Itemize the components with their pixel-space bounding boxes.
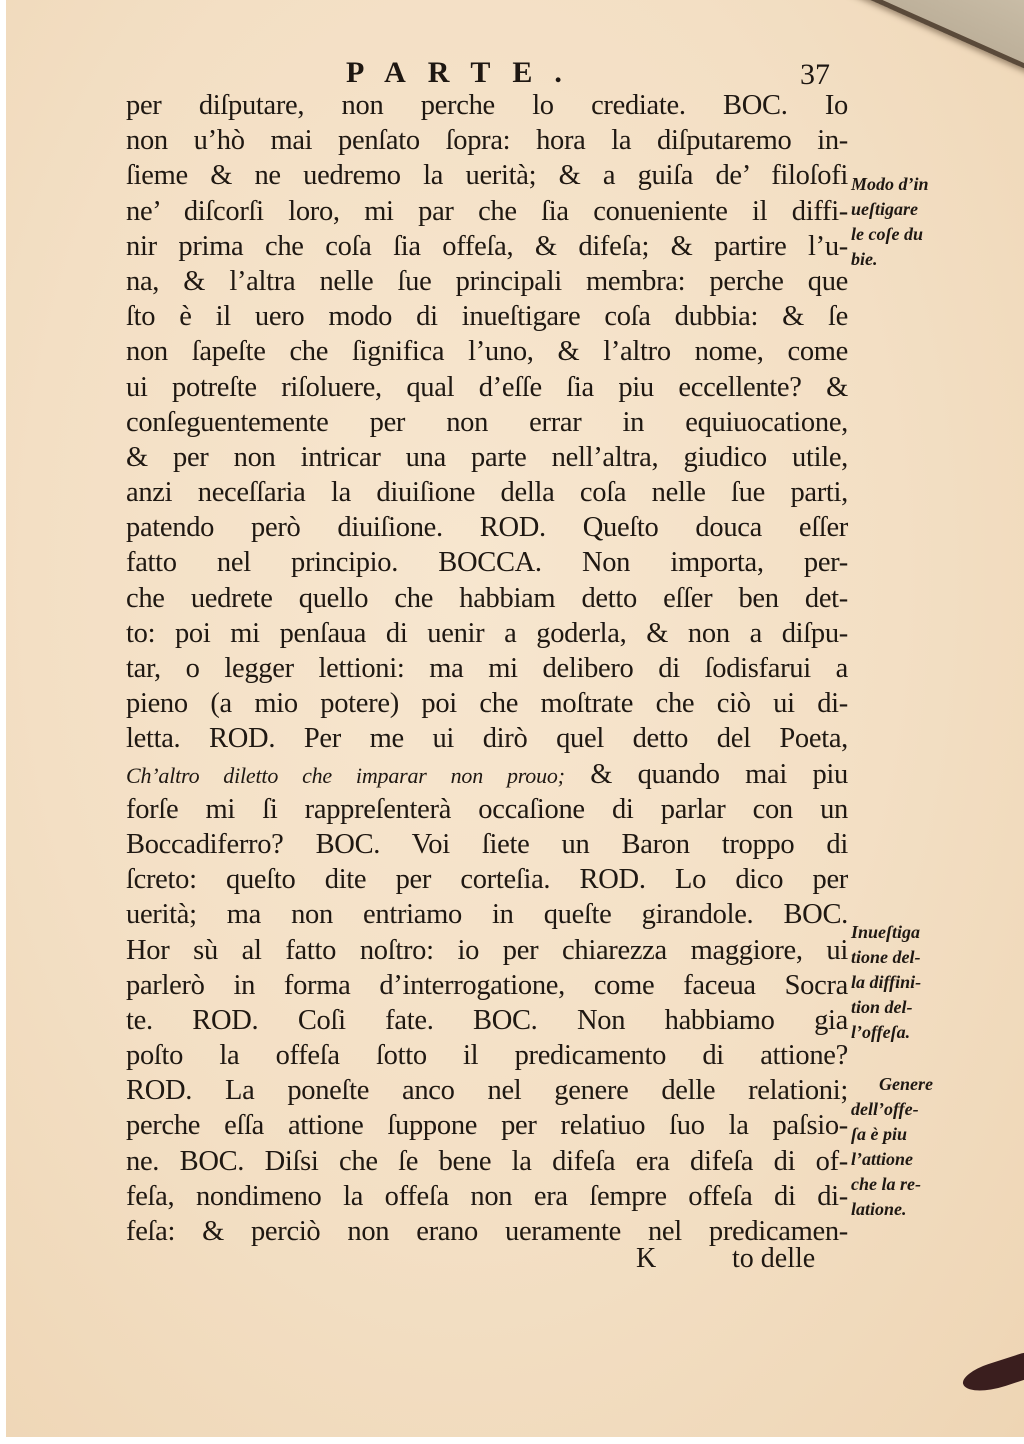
signature-mark: K	[636, 1243, 657, 1274]
text-line: non ſapeſte che ſignifica l’uno, & l’altro nome, come	[126, 336, 848, 368]
text-line: forſe mi ſi rappreſenterà occaſione di parlar con un	[126, 793, 848, 825]
quote-line	[126, 757, 848, 792]
text-line: to: poi mi penſaua di uenir a goderla, & non a diſpu-	[126, 617, 848, 649]
text-line: ſieme & ne uedremo la uerità; & a guiſa de’ filoſofi	[126, 160, 848, 192]
margin-note-line: tion del-	[851, 997, 913, 1017]
margin-note	[851, 1072, 971, 1222]
margin-note	[851, 172, 971, 272]
margin-note-line: l’offeſa.	[851, 1022, 911, 1042]
text-line: non u’hò mai penſato ſopra: hora la diſputaremo in-	[126, 125, 848, 157]
text-line: ſcreto: queſto dite per corteſia. ROD. Lo dico per	[126, 864, 848, 896]
text-line: perche eſſa attione ſuppone per relatiuo ſuo la paſsio-	[126, 1110, 848, 1142]
margin-note-line: la diffini-	[851, 972, 922, 992]
margin-note-line: che la re-	[851, 1174, 921, 1194]
text-line: poſto la offeſa ſotto il predicamento di attione?	[126, 1040, 848, 1072]
text-line: letta. ROD. Per me ui dirò quel detto del Poeta,	[126, 723, 848, 755]
margin-note-line: Inueſtiga	[851, 922, 921, 942]
text-line: feſa, nondimeno la offeſa non era ſempre offeſa di di-	[126, 1180, 848, 1212]
margin-note-line: le coſe du	[851, 224, 923, 244]
page-number: 37	[800, 58, 830, 91]
text-line: parlerò in forma d’interrogatione, come faceua Socra	[126, 969, 848, 1001]
text-line: pieno (a mio potere) poi che moſtrate che ciò ui di-	[126, 688, 848, 720]
margin-note-line: latione.	[851, 1199, 907, 1219]
text-line: ui potreſte riſoluere, qual d’eſſe ſia piu eccellente? &	[126, 371, 848, 403]
margin-note-line: l’attione	[851, 1149, 913, 1169]
margin-note-line: Modo d’in	[851, 174, 929, 194]
margin-note-line: ſa è piu	[851, 1124, 907, 1144]
margin-note-line: dell’offe-	[851, 1099, 919, 1119]
text-line: che uedrete quello che habbiam detto eſſer ben det-	[126, 582, 848, 614]
text-line: te. ROD. Coſi fate. BOC. Non habbiamo gia	[126, 1004, 848, 1036]
text-line: ne’ diſcorſi loro, mi par che ſia conueniente il diffi-	[126, 195, 848, 227]
quote-line-rest: & quando mai piu	[564, 758, 848, 790]
text-line: per diſputare, non perche lo crediate. BOC. Io	[126, 90, 848, 121]
text-line: uerità; ma non entriamo in queſte girandole. BOC.	[126, 899, 848, 931]
margin-note	[851, 920, 971, 1045]
body-text	[126, 88, 848, 1249]
text-line: tar, o legger lettioni: ma mi delibero di ſodisfarui a	[126, 653, 848, 684]
text-line: & per non intricar una parte nell’altra, giudico utile,	[126, 441, 848, 473]
margin-note-line: Genere	[879, 1074, 933, 1094]
catchword: to delle	[732, 1243, 816, 1274]
text-line: na, & l’altra nelle ſue principali membra: perche que	[126, 265, 848, 297]
margin-note-line: tione del-	[851, 947, 921, 967]
poet-quote: Ch’altro diletto che imparar non prouo;	[126, 762, 565, 788]
book-page	[6, 0, 1024, 1437]
text-line: patendo però diuiſione. ROD. Queſto douca eſſer	[126, 512, 848, 544]
margin-note-line: ueſtigare	[851, 199, 918, 219]
text-line: ne. BOC. Diſsi che ſe bene la difeſa era difeſa di of-	[126, 1145, 848, 1177]
running-head: PARTE.	[346, 56, 584, 89]
ink-stain	[960, 1352, 1024, 1398]
text-line: nir prima che coſa ſia offeſa, & difeſa; & partire l’u-	[126, 230, 848, 262]
text-line: ſto è il uero modo di inueſtigare coſa dubbia: & ſe	[126, 301, 848, 333]
text-line: anzi neceſſaria la diuiſione della coſa nelle ſue parti,	[126, 477, 848, 509]
text-line: fatto nel principio. BOCCA. Non importa, per-	[126, 547, 848, 579]
margin-note-line: bie.	[851, 249, 878, 269]
text-line: conſeguentemente per non errar in equiuocatione,	[126, 406, 848, 438]
text-line: Hor sù al fatto noſtro: io per chiarezza maggiore, ui	[126, 934, 848, 966]
page-header	[6, 56, 1024, 92]
text-line: feſa: & perciò non erano ueramente nel predicamen-	[126, 1216, 848, 1247]
page-footer	[6, 1243, 1024, 1279]
text-line: Boccadiferro? BOC. Voi ſiete un Baron troppo di	[126, 828, 848, 860]
text-line: ROD. La poneſte anco nel genere delle relationi;	[126, 1075, 848, 1107]
